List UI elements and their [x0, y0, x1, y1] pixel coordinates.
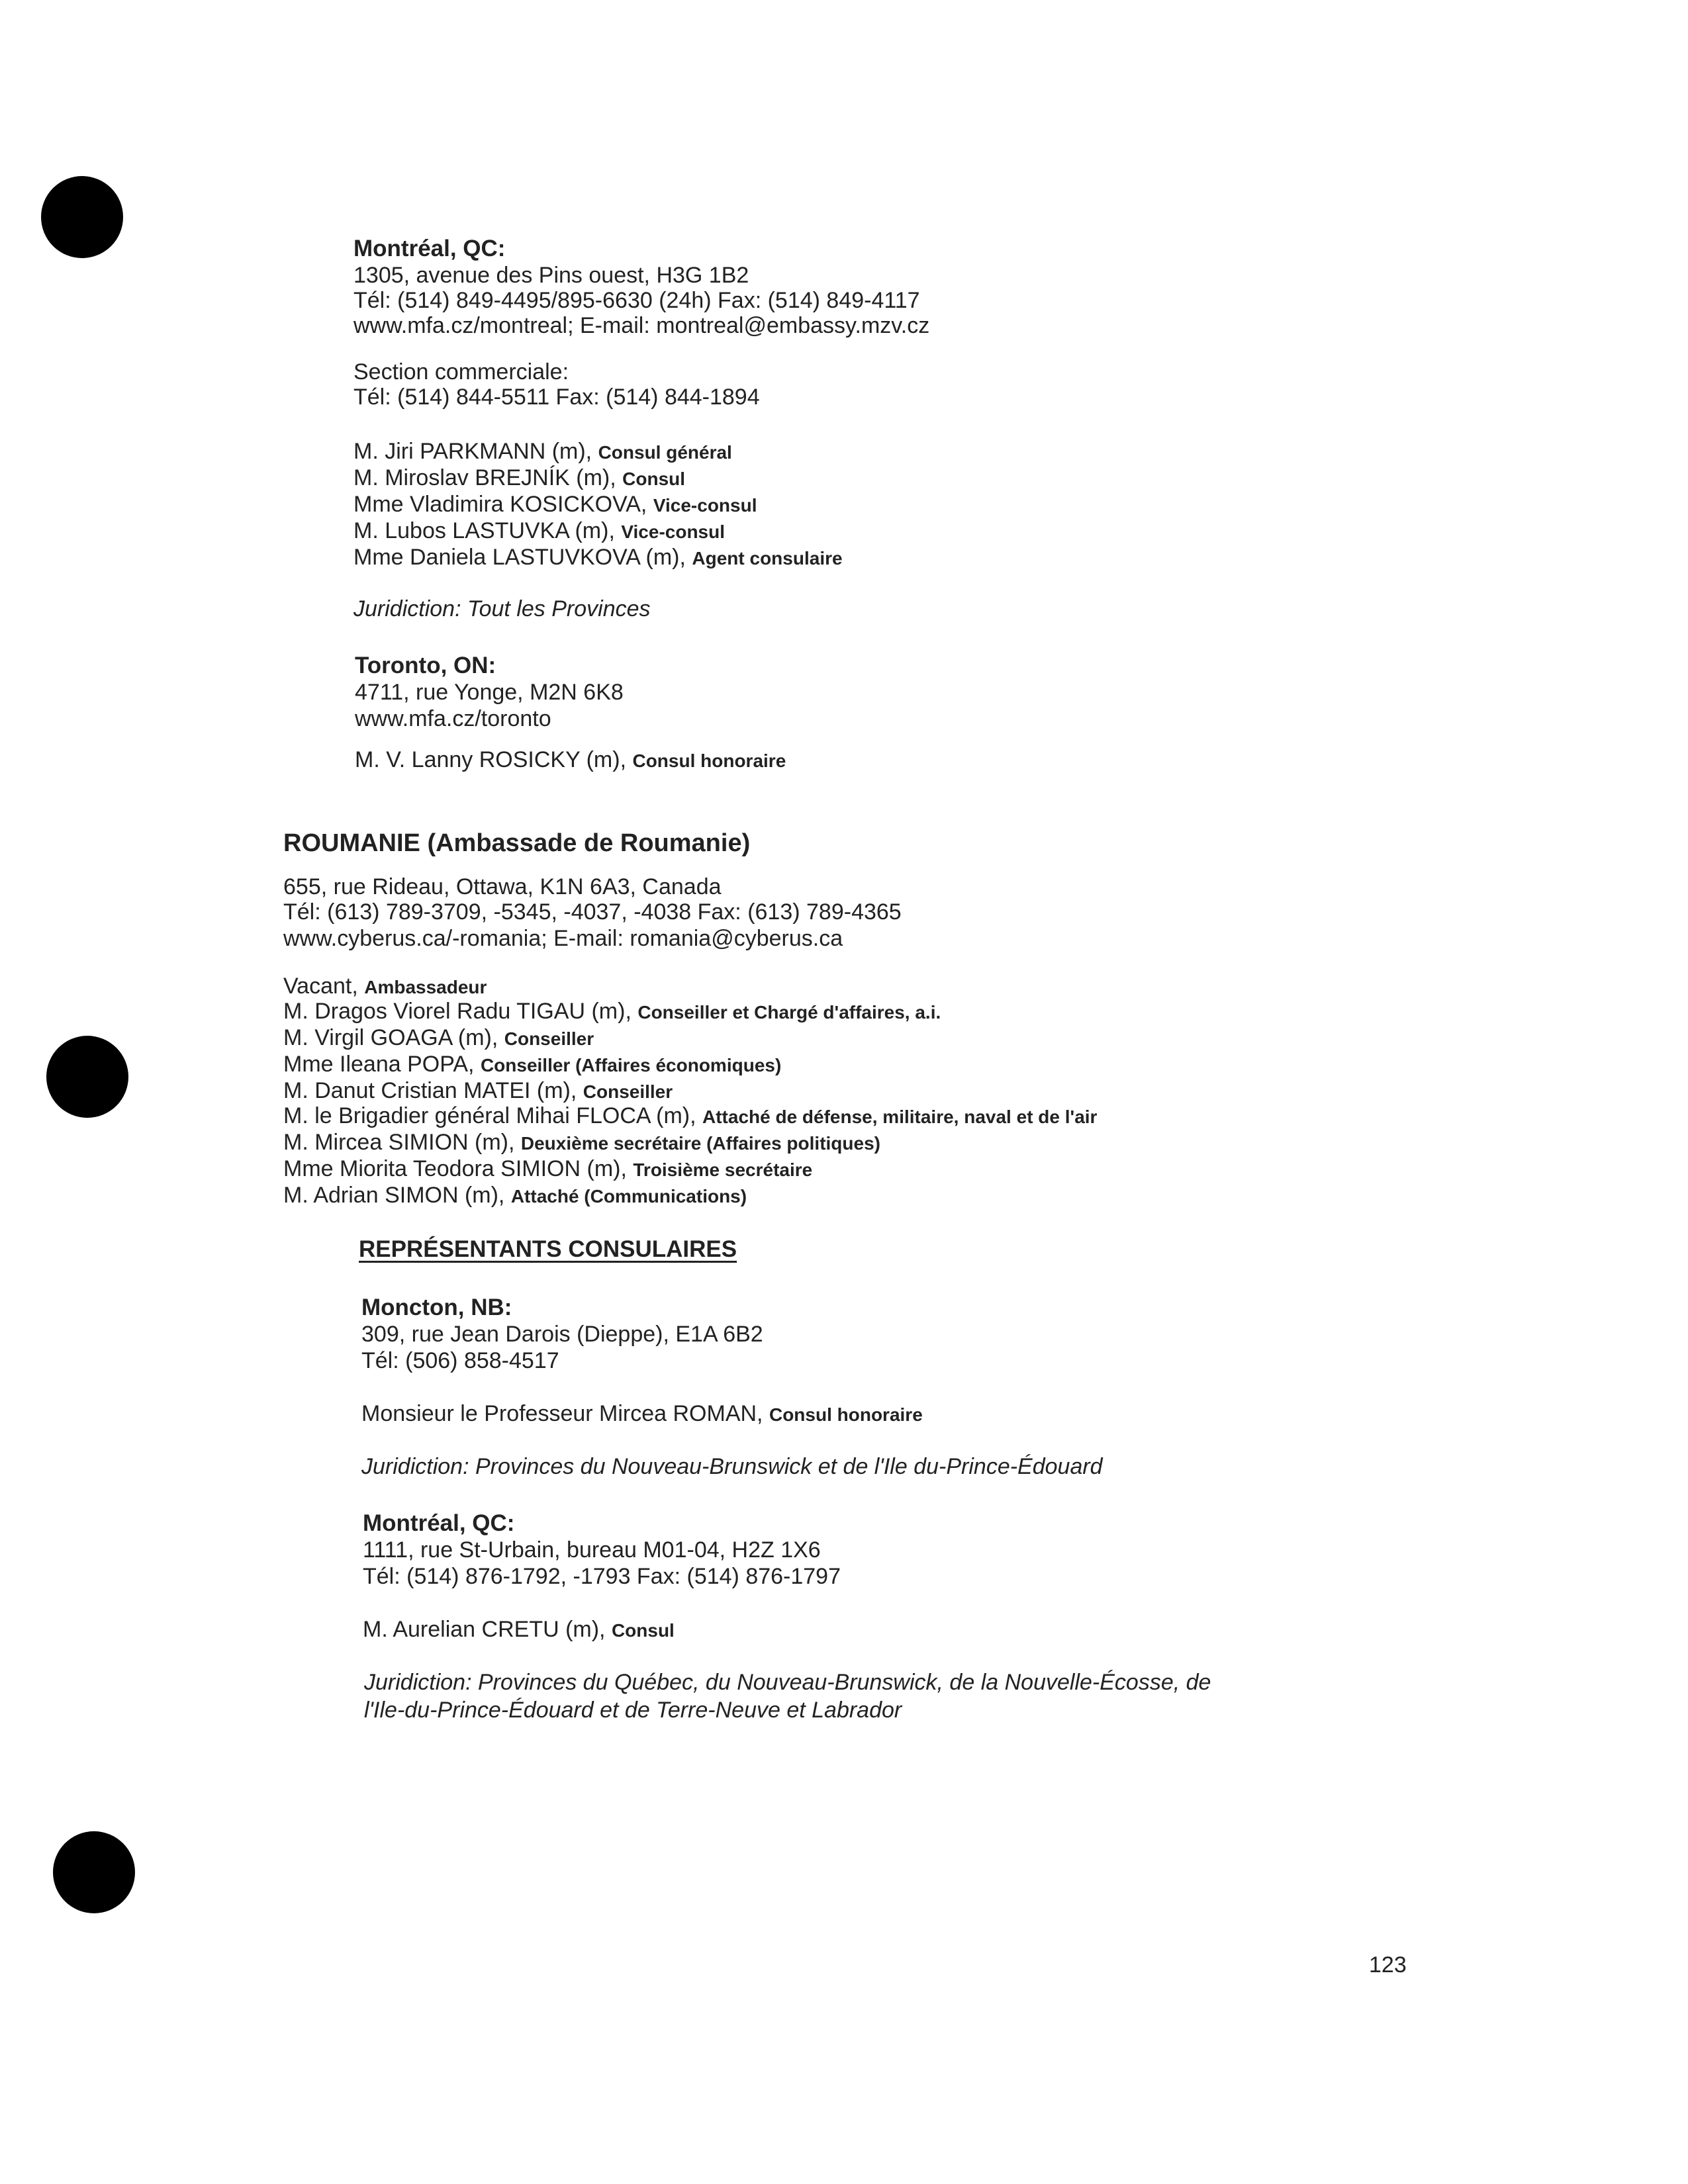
address: 309, rue Jean Darois (Dieppe), E1A 6B2: [361, 1322, 763, 1347]
address: 1111, rue St-Urbain, bureau M01-04, H2Z 1X6: [363, 1537, 821, 1563]
commercial-phone: Tél: (514) 844-5511 Fax: (514) 844-1894: [353, 385, 760, 410]
staff-name: Vacant,: [283, 974, 358, 999]
staff-entry: [283, 1182, 747, 1210]
staff-name: M. Dragos Viorel Radu TIGAU (m),: [283, 999, 632, 1024]
phone: Tél: (506) 858-4517: [361, 1348, 559, 1373]
section-heading: Montréal, QC:: [353, 236, 506, 261]
staff-role: Vice-consul: [653, 495, 757, 516]
staff-role: Conseiller (Affaires économiques): [480, 1055, 782, 1075]
staff-entry: [363, 1616, 675, 1644]
staff-role: Ambassadeur: [364, 977, 487, 997]
staff-name: M. Danut Cristian MATEI (m),: [283, 1078, 577, 1103]
website: www.mfa.cz/toronto: [355, 706, 551, 731]
jurisdiction: Juridiction: Tout les Provinces: [353, 596, 651, 621]
staff-role: Conseiller: [504, 1028, 594, 1049]
staff-name: M. Virgil GOAGA (m),: [283, 1025, 498, 1050]
section-heading: Moncton, NB:: [361, 1295, 512, 1320]
staff-role: Deuxième secrétaire (Affaires politiques): [520, 1133, 880, 1154]
staff-role: Consul honoraire: [632, 751, 786, 771]
staff-role: Conseiller: [583, 1081, 673, 1102]
staff-entry: [353, 518, 725, 545]
section-heading: Toronto, ON:: [355, 653, 496, 678]
staff-entry: [283, 998, 941, 1026]
staff-entry: [355, 747, 786, 774]
address: 4711, rue Yonge, M2N 6K8: [355, 680, 624, 705]
phone-fax: Tél: (613) 789-3709, -5345, -4037, -4038 Fax: (613) 789-4365: [283, 899, 902, 925]
staff-name: Mme Miorita Teodora SIMION (m),: [283, 1156, 627, 1181]
staff-name: M. Lubos LASTUVKA (m),: [353, 518, 615, 543]
staff-entry: [283, 1156, 812, 1183]
staff-entry: [361, 1400, 923, 1428]
staff-entry: [283, 1024, 594, 1052]
country-title: ROUMANIE (Ambassade de Roumanie): [283, 829, 751, 857]
consular-representatives-heading: REPRÉSENTANTS CONSULAIRES: [359, 1236, 737, 1262]
address: 655, rue Rideau, Ottawa, K1N 6A3, Canada: [283, 874, 722, 899]
staff-role: Attaché (Communications): [510, 1186, 747, 1206]
page-number: 123: [1369, 1952, 1407, 1978]
staff-name: M. Miroslav BREJNÍK (m),: [353, 465, 616, 490]
staff-entry: [283, 1051, 781, 1079]
binder-hole-top: [41, 176, 123, 258]
staff-name: Mme Ileana POPA,: [283, 1052, 475, 1077]
staff-name: M. Adrian SIMON (m),: [283, 1183, 505, 1208]
staff-entry: [283, 973, 487, 1001]
jurisdiction: Juridiction: Provinces du Québec, du Nouveau-Brunswick, de la Nouvelle-Écosse, de: [364, 1670, 1211, 1695]
staff-name: M. V. Lanny ROSICKY (m),: [355, 747, 627, 772]
staff-entry: [353, 544, 843, 572]
staff-role: Consul honoraire: [769, 1404, 923, 1425]
section-heading: Montréal, QC:: [363, 1510, 515, 1536]
staff-name: M. Jiri PARKMANN (m),: [353, 439, 592, 464]
jurisdiction: Juridiction: Provinces du Nouveau-Brunswick et de l'Ile du-Prince-Édouard: [361, 1454, 1103, 1479]
staff-entry: [283, 1129, 880, 1157]
staff-role: Conseiller et Chargé d'affaires, a.i.: [637, 1002, 941, 1023]
phone-fax: Tél: (514) 849-4495/895-6630 (24h) Fax: (514) 849-4117: [353, 288, 920, 313]
jurisdiction-continued: l'Ile-du-Prince-Édouard et de Terre-Neuve et Labrador: [364, 1698, 902, 1723]
staff-entry: [283, 1103, 1097, 1130]
binder-hole-middle: [46, 1036, 128, 1118]
staff-entry: [283, 1077, 673, 1105]
staff-name: Mme Daniela LASTUVKOVA (m),: [353, 545, 686, 570]
commercial-section-heading: Section commerciale:: [353, 359, 569, 385]
staff-entry: [353, 438, 732, 466]
staff-role: Vice-consul: [621, 522, 726, 542]
staff-role: Agent consulaire: [692, 548, 843, 569]
staff-entry: [353, 465, 685, 492]
staff-name: Monsieur le Professeur Mircea ROMAN,: [361, 1401, 763, 1426]
staff-entry: [353, 491, 757, 519]
staff-role: Troisième secrétaire: [633, 1160, 813, 1180]
staff-role: Consul général: [598, 442, 732, 463]
address: 1305, avenue des Pins ouest, H3G 1B2: [353, 263, 749, 288]
staff-name: M. le Brigadier général Mihai FLOCA (m),: [283, 1103, 696, 1128]
staff-name: M. Mircea SIMION (m),: [283, 1130, 515, 1155]
staff-name: M. Aurelian CRETU (m),: [363, 1617, 606, 1642]
binder-hole-bottom: [53, 1831, 135, 1913]
website-email: www.cyberus.ca/-romania; E-mail: romania@cyberus.ca: [283, 926, 843, 951]
staff-role: Consul: [611, 1620, 675, 1641]
phone-fax: Tél: (514) 876-1792, -1793 Fax: (514) 876-1797: [363, 1564, 841, 1589]
staff-name: Mme Vladimira KOSICKOVA,: [353, 492, 647, 517]
website-email: www.mfa.cz/montreal; E-mail: montreal@embassy.mzv.cz: [353, 313, 930, 338]
staff-role: Consul: [622, 469, 686, 489]
staff-role: Attaché de défense, militaire, naval et de l'air: [702, 1107, 1098, 1127]
